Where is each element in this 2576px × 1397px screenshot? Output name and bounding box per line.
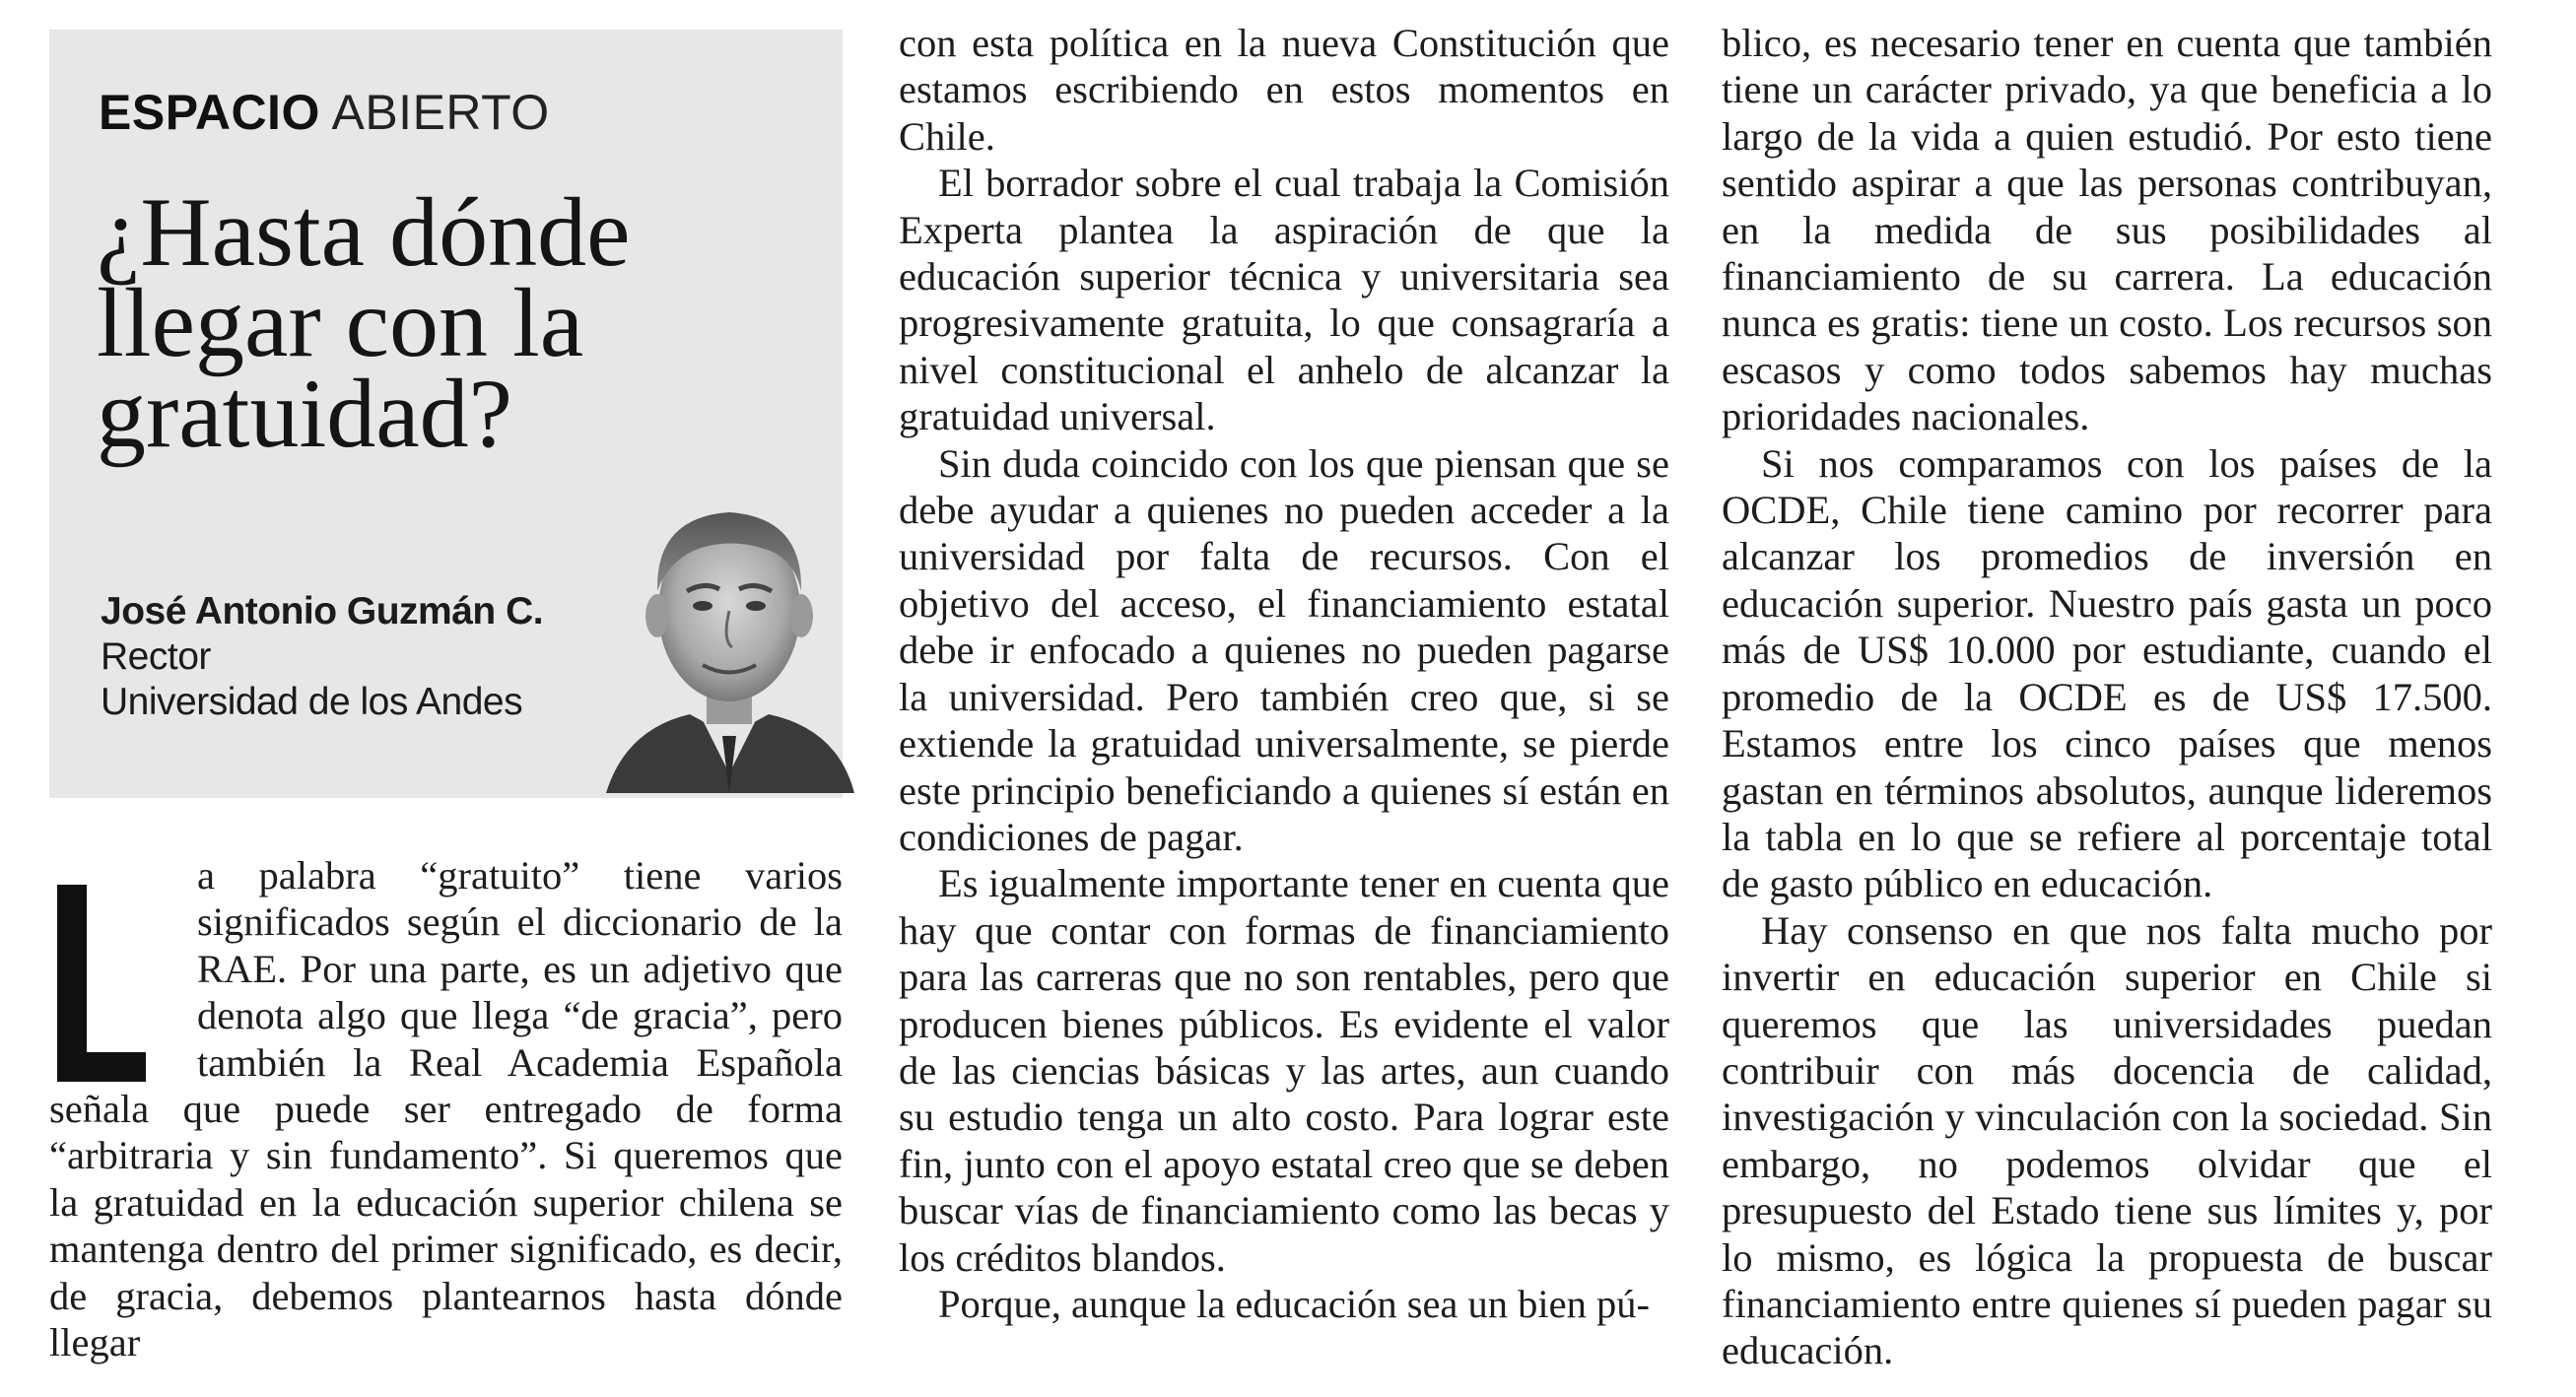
column-2-paragraph-4: Es igualmente importante tener en cuenta que hay que contar con formas de financiamiento para las carreras que no son rentables, pero que producen bienes públicos. Es evidente el valor de las ciencias básicas y las artes, aun cuando su estudio tenga un alto costo. Para lograr este fin, junto con el apoyo estatal creo que se deben buscar vías de financiamiento como las becas y los créditos blandos. bbox=[899, 861, 1669, 1280]
section-label-bold: ESPACIO bbox=[99, 85, 320, 140]
column-2-paragraph-2: El borrador sobre el cual trabaja la Comisión Experta plantea la aspiración de que la educación superior técnica y universitaria sea progresivamente gratuita, lo que consagraría a nivel constitucional el anhelo de alcanzar la gratuidad universal. bbox=[899, 161, 1669, 439]
drop-cap-spacer bbox=[49, 852, 197, 1054]
column-3-paragraph-2: Si nos comparamos con los países de la OCDE, Chile tiene camino por recorrer para alcanzar los promedios de inversión en educación superior. Nuestro país gasta un poco más de US$ 10.000 por estudiante, cuando el promedio de la OCDE es de US$ 17.500. Estamos entre los cinco países que menos gastan en términos absolutos, aunque lideremos la tabla en lo que se refiere al porcentaje total de gasto público en educación. bbox=[1722, 440, 2492, 906]
section-label-light: ABIERTO bbox=[331, 85, 550, 140]
author-role: Rector bbox=[101, 635, 211, 678]
column-2-paragraph-1: con esta política en la nueva Constitución que estamos escribiendo en estos momentos en Chile. bbox=[899, 21, 1669, 159]
column-3-paragraph-1: blico, es necesario tener en cuenta que también tiene un carácter privado, ya que beneficia a lo largo de la vida a quien estudió. Por esto tiene sentido aspirar a que las personas contribuyan, en la medida de sus posibilidades al financiamiento de su carrera. La educación nunca es gratis: tiene un costo. Los recursos son escasos y como todos sabemos hay muchas prioridades nacionales. bbox=[1722, 21, 2492, 439]
column-2-paragraph-5: Porque, aunque la educación sea un bien pú- bbox=[938, 1281, 1650, 1326]
author-name: José Antonio Guzmán C. bbox=[101, 590, 544, 632]
column-1-text: a palabra “gratuito” tiene varios significados según el diccionario de la RAE. Por una parte, es un adjetivo que denota algo que llega “de gracia”, pero también la Real Academia Española señala que puede ser entregado de forma “arbitraria y sin fundamento”. Si queremos que la gratuidad en la educación superior chilena se mantenga dentro del primer significado, es decir, de gracia, debemos plantearnos hasta dónde llegar bbox=[49, 853, 843, 1365]
author-portrait bbox=[596, 478, 862, 793]
column-2-paragraph-3: Sin duda coincido con los que piensan que se debe ayudar a quienes no pueden acceder a la universidad por falta de recursos. Con el objetivo del acceso, el financiamiento estatal debe ir enfocado a quienes no pueden pagarse la universidad. Pero también creo que, si se extiende la gratuidad universalmente, se pierde este principio beneficiando a quienes sí están en condiciones de pagar. bbox=[899, 440, 1669, 859]
article-header-box bbox=[49, 30, 843, 798]
column-1 bbox=[49, 852, 843, 1365]
column-3 bbox=[1722, 20, 2492, 1374]
column-1-paragraph bbox=[49, 852, 843, 1365]
section-label bbox=[99, 84, 550, 141]
author-organization: Universidad de los Andes bbox=[101, 681, 523, 723]
column-2 bbox=[899, 20, 1669, 1327]
article-headline: ¿Hasta dónde llegar con la gratuidad? bbox=[97, 177, 631, 468]
author-block bbox=[101, 589, 543, 725]
column-3-paragraph-3: Hay consenso en que nos falta mucho por invertir en educación superior en Chile si queremos que las universidades puedan contribuir con más docencia de calidad, investigación y vinculación con la sociedad. Sin embargo, no podemos olvidar que el presupuesto del Estado tiene sus límites y, por lo mismo, es lógica la propuesta de buscar financiamiento entre quienes sí pueden pagar su educación. bbox=[1722, 907, 2492, 1373]
